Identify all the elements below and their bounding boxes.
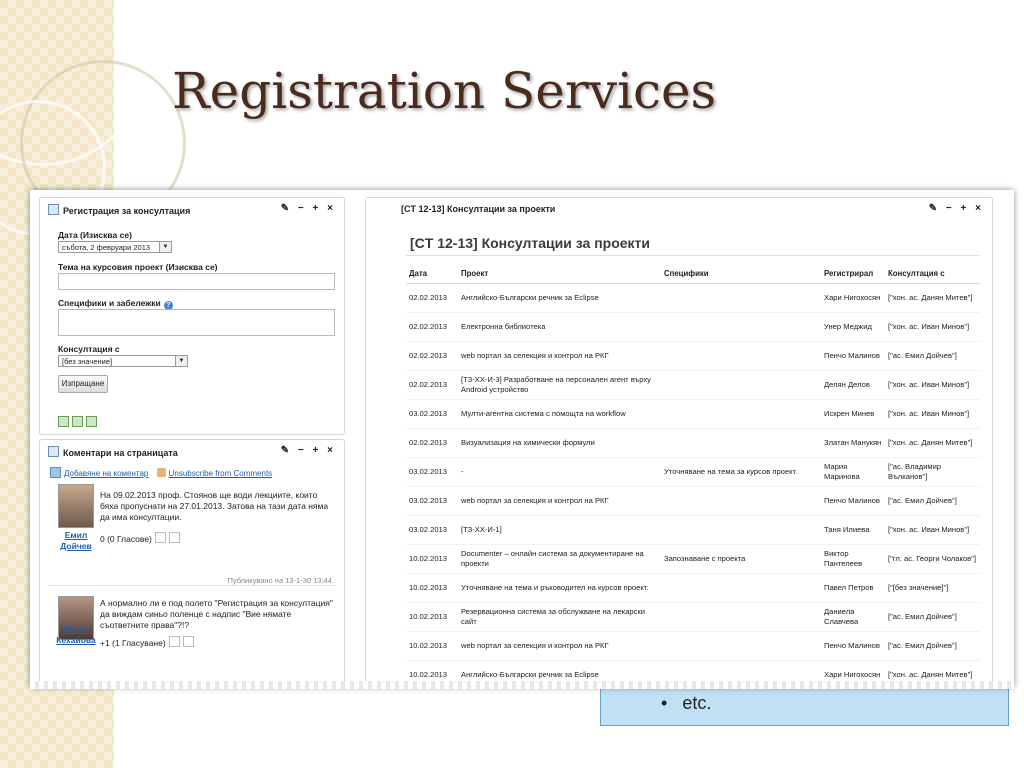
table-cell: Унер Меджид bbox=[821, 313, 885, 342]
topic-label: Тема на курсовия проект (Изисква се) bbox=[58, 262, 218, 272]
table-cell: 02.02.2013 bbox=[406, 313, 458, 342]
topic-input[interactable] bbox=[58, 273, 335, 290]
table-cell: 10.02.2013 bbox=[406, 632, 458, 661]
column-header[interactable]: Регистрирал bbox=[821, 266, 885, 284]
table-cell: Мулти-агентна система с помощта на workflow bbox=[458, 400, 661, 429]
table-cell: 10.02.2013 bbox=[406, 574, 458, 603]
comments-panel bbox=[39, 439, 345, 686]
notes-label: Специфики и забележки ? bbox=[58, 298, 173, 310]
table-cell: web портал за селекция и контрол на РКГ bbox=[458, 487, 661, 516]
help-icon[interactable]: ? bbox=[164, 301, 173, 310]
bullet-item: • etc. bbox=[661, 693, 712, 713]
avatar bbox=[58, 484, 94, 528]
table-cell: 02.02.2013 bbox=[406, 429, 458, 458]
table-cell bbox=[661, 632, 821, 661]
table-cell: Английско-Български речник за Eclipse bbox=[458, 661, 661, 687]
table-row[interactable] bbox=[406, 516, 980, 545]
table-row[interactable] bbox=[406, 371, 980, 400]
table-cell: Хари Нигохосян bbox=[821, 661, 885, 687]
unsubscribe-link[interactable]: Unsubscribe from Comments bbox=[168, 469, 273, 478]
table-cell: ["[без значение]"] bbox=[885, 574, 980, 603]
table-cell: ["хон. ас. Данян Митев"] bbox=[885, 661, 980, 687]
vote-down-icon[interactable] bbox=[169, 532, 180, 543]
table-cell: Уточняване на тема за курсов проект. bbox=[661, 458, 821, 487]
table-cell: ["хон. ас. Иван Минов"] bbox=[885, 371, 980, 400]
consult-select[interactable]: [без значение] ▼ bbox=[58, 355, 188, 367]
column-header[interactable]: Консултация с bbox=[885, 266, 980, 284]
portal-screenshot bbox=[30, 190, 1014, 687]
table-cell: Електронна библиотека bbox=[458, 313, 661, 342]
comment-published: Публикувано на 13-1-30 13:44. bbox=[227, 576, 334, 585]
table-cell: ["хон. ас. Иван Минов"] bbox=[885, 516, 980, 545]
column-header[interactable]: Специфики bbox=[661, 266, 821, 284]
table-row[interactable] bbox=[406, 603, 980, 632]
table-cell bbox=[661, 313, 821, 342]
table-cell: 10.02.2013 bbox=[406, 545, 458, 574]
table-cell: ["гл. ас. Георги Чолаков"] bbox=[885, 545, 980, 574]
table-cell: 03.02.2013 bbox=[406, 516, 458, 545]
vote-down-icon[interactable] bbox=[183, 636, 194, 647]
chevron-down-icon[interactable]: ▼ bbox=[175, 356, 187, 366]
column-header[interactable]: Проект bbox=[458, 266, 661, 284]
divider bbox=[406, 255, 980, 256]
settings-icon[interactable] bbox=[72, 416, 83, 427]
table-cell bbox=[661, 516, 821, 545]
table-cell: Запознаване с проекта bbox=[661, 545, 821, 574]
divider bbox=[48, 585, 336, 586]
page-title: [CT 12-13] Консултации за проекти bbox=[410, 235, 651, 251]
consultations-panel bbox=[365, 197, 993, 686]
table-cell bbox=[661, 371, 821, 400]
panel-controls[interactable]: ✎ − + × bbox=[280, 445, 336, 456]
panel-tool-icons bbox=[58, 414, 100, 432]
table-cell: Резервационна система за обслужване на лекарски сайт bbox=[458, 603, 661, 632]
table-cell: Пенчо Малинов bbox=[821, 632, 885, 661]
table-cell: 10.02.2013 bbox=[406, 661, 458, 687]
export-icon[interactable] bbox=[86, 416, 97, 427]
table-cell: 02.02.2013 bbox=[406, 371, 458, 400]
table-cell: 02.02.2013 bbox=[406, 284, 458, 313]
table-row[interactable] bbox=[406, 458, 980, 487]
table-row[interactable] bbox=[406, 545, 980, 574]
add-icon[interactable] bbox=[58, 416, 69, 427]
table-cell: ["хон. ас. Данян Митев"] bbox=[885, 284, 980, 313]
date-label: Дата (Изисква се) bbox=[58, 230, 132, 240]
table-cell: Искрен Минев bbox=[821, 400, 885, 429]
consultations-table bbox=[406, 266, 980, 686]
comment-text: А нормално ли е под полето "Регистрация за консултация" да виждам синьо поленце с надпис "Вие нямате съответните права"?!? bbox=[100, 598, 333, 630]
table-cell: 03.02.2013 bbox=[406, 487, 458, 516]
table-cell: web портал за селекция и контрол на РКГ bbox=[458, 342, 661, 371]
panel-controls[interactable]: ✎ − + × bbox=[280, 203, 336, 214]
comment-author[interactable]: Ирена Кехайова bbox=[56, 624, 96, 645]
table-cell: 03.02.2013 bbox=[406, 458, 458, 487]
unsubscribe-icon bbox=[157, 468, 166, 477]
table-cell: Английско-Български речник за Eclipse bbox=[458, 284, 661, 313]
table-cell: ["ас. Владимир Вълканов"] bbox=[885, 458, 980, 487]
table-row[interactable] bbox=[406, 429, 980, 458]
comment-links bbox=[50, 467, 272, 478]
vote-up-icon[interactable] bbox=[155, 532, 166, 543]
panel-title: [CT 12-13] Консултации за проекти bbox=[401, 204, 556, 214]
table-cell: ["ас. Емил Дойчев"] bbox=[885, 632, 980, 661]
table-cell: Делян Делов bbox=[821, 371, 885, 400]
registration-panel bbox=[39, 197, 345, 435]
comment-votes: +1 (1 Гласуване) bbox=[100, 636, 194, 648]
table-cell: ["ас. Емил Дойчев"] bbox=[885, 603, 980, 632]
comment-votes: 0 (0 Гласове) bbox=[100, 532, 180, 544]
table-cell: ["ас. Емил Дойчев"] bbox=[885, 487, 980, 516]
table-cell: - bbox=[458, 458, 661, 487]
table-cell: 02.02.2013 bbox=[406, 342, 458, 371]
comment-text: На 09.02.2013 проф. Стоянов ще води лекциите, които бяха пропуснати на 27.01.2013. Затова на тази дата няма да има консултации. bbox=[100, 490, 329, 522]
table-cell bbox=[661, 574, 821, 603]
consult-label: Консултация с bbox=[58, 344, 120, 354]
table-cell: Даниела Славчева bbox=[821, 603, 885, 632]
form-icon bbox=[48, 204, 59, 215]
comment-author[interactable]: Емил Дойчев bbox=[60, 530, 92, 551]
table-cell: Златан Манукян bbox=[821, 429, 885, 458]
table-cell: Визуализация на химически формули bbox=[458, 429, 661, 458]
date-select[interactable]: събота, 2 февруари 2013 ▼ bbox=[58, 241, 172, 253]
submit-button[interactable]: Изпращане bbox=[58, 375, 108, 393]
table-row[interactable] bbox=[406, 574, 980, 603]
table-cell: 10.02.2013 bbox=[406, 603, 458, 632]
table-cell: Documenter – онлайн система за документиране на проекти bbox=[458, 545, 661, 574]
chevron-down-icon[interactable]: ▼ bbox=[159, 242, 171, 252]
notes-textarea[interactable] bbox=[58, 309, 335, 336]
table-cell: Виктор Пантелеев bbox=[821, 545, 885, 574]
panel-title: Регистрация за консултация bbox=[48, 204, 190, 216]
slide-title: Registration Services bbox=[172, 62, 717, 120]
table-cell: ["хон. ас. Данян Митев"] bbox=[885, 429, 980, 458]
table-cell: [ТЗ-ХХ-И-1] bbox=[458, 516, 661, 545]
table-cell bbox=[661, 487, 821, 516]
table-cell: ["хон. ас. Иван Минов"] bbox=[885, 313, 980, 342]
add-comment-icon bbox=[50, 467, 61, 478]
comment-icon bbox=[48, 446, 59, 457]
table-cell: Уточняване на тема и ръководител на курсов проект. bbox=[458, 574, 661, 603]
table-cell: Пенчо Малинов bbox=[821, 342, 885, 371]
table-cell: Павел Петров bbox=[821, 574, 885, 603]
table-cell: ["ас. Емил Дойчев"] bbox=[885, 342, 980, 371]
panel-controls[interactable]: ✎ − + × bbox=[928, 203, 984, 214]
table-cell: Таня Илиева bbox=[821, 516, 885, 545]
table-cell: 03.02.2013 bbox=[406, 400, 458, 429]
table-row[interactable] bbox=[406, 632, 980, 661]
bullet-text: etc. bbox=[682, 693, 712, 713]
table-cell bbox=[661, 342, 821, 371]
table-row[interactable] bbox=[406, 400, 980, 429]
torn-edge bbox=[30, 681, 1014, 689]
table-cell: Пенчо Малинов bbox=[821, 487, 885, 516]
table-row[interactable] bbox=[406, 313, 980, 342]
table-cell bbox=[661, 429, 821, 458]
table-cell: ["хон. ас. Иван Минов"] bbox=[885, 400, 980, 429]
table-cell bbox=[661, 603, 821, 632]
table-cell: Мария Маринова bbox=[821, 458, 885, 487]
table-cell bbox=[661, 284, 821, 313]
table-row[interactable] bbox=[406, 342, 980, 371]
table-cell: Хари Нигохосян bbox=[821, 284, 885, 313]
table-cell bbox=[661, 400, 821, 429]
add-comment-link[interactable]: Добавяне на коментар bbox=[64, 469, 149, 478]
vote-up-icon[interactable] bbox=[169, 636, 180, 647]
table-cell: web портал за селекция и контрол на РКГ bbox=[458, 632, 661, 661]
panel-title: Коментари на страницата bbox=[48, 446, 178, 458]
table-body bbox=[406, 284, 980, 687]
table-header-row bbox=[406, 266, 980, 284]
column-header[interactable]: Дата bbox=[406, 266, 458, 284]
table-row[interactable] bbox=[406, 487, 980, 516]
table-cell: [ТЗ-ХХ-И-3] Разработване на персонален агент върху Android устройство bbox=[458, 371, 661, 400]
table-row[interactable] bbox=[406, 284, 980, 313]
